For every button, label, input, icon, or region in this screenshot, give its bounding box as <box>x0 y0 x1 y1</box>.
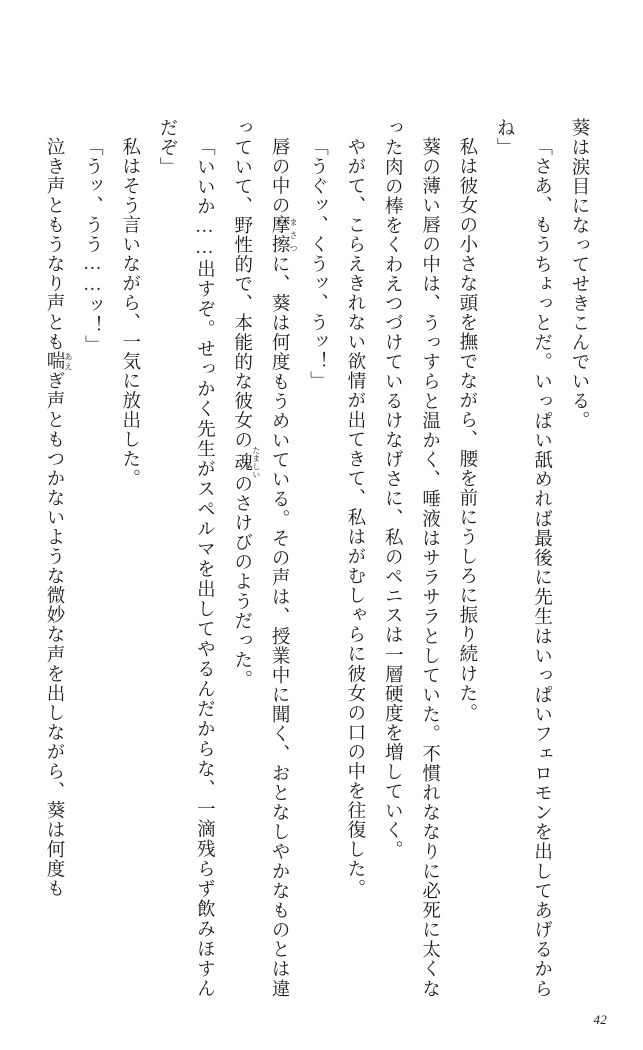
paragraph: やがて、こらえきれない欲情が出てきて、私はがむしゃらに彼女の口の中を往復した。 <box>344 136 365 898</box>
paragraph: 葵の薄い唇の中は、うっすらと温かく、唾液はサラサラとしていた。不慣れななりに必死に太くなった肉の棒をくわえつづけているけなげさに、私のペニスは一層硬度を増していく。 <box>382 118 440 998</box>
paragraph: 「うッ、うう……ッ！」 <box>82 136 103 355</box>
paragraph-with-ruby: 泣き声ともうなり声とも喘 あえぎ声ともつかないような微妙な声を出しながら、葵は何度も <box>43 136 73 898</box>
ruby-tamashii: 魂 たましい <box>231 445 261 479</box>
paragraph: 葵は涙目になってせきこんでいる。 <box>569 118 589 431</box>
ruby-aegi: 喘 あえ <box>43 351 73 371</box>
paragraph: 私はそう言いながら、一気に放出した。 <box>119 136 140 488</box>
paragraph-with-ruby: 唇の中の摩擦 まさつに、葵は何度もうめいている。その声は、授業中に聞く、おとなしやかなものとは違っていて、野性的で、本能的な彼女の魂 たましいのさけびのようだった。 <box>231 118 299 998</box>
vertical-text-body <box>43 118 597 998</box>
paragraph: 「さあ、もうちょっとだ。いっぱい舐めれば最後に先生はいっぱいフェロモンを出してあげるからね」 <box>494 118 552 998</box>
page-number: 42 <box>593 1012 607 1027</box>
paragraph: 私は彼女の小さな頭を撫でながら、腰を前にうしろに振り続けた。 <box>456 136 477 723</box>
paragraph: 「いいか……出すぞ。せっかく先生がスペルマを出してやるんだからな、一滴残らず飲みほすんだぞ」 <box>157 118 215 998</box>
ruby-masatsu: 摩擦 まさつ <box>269 214 299 254</box>
paragraph: 「うぐッ、くうッ、うッ！」 <box>307 136 328 391</box>
